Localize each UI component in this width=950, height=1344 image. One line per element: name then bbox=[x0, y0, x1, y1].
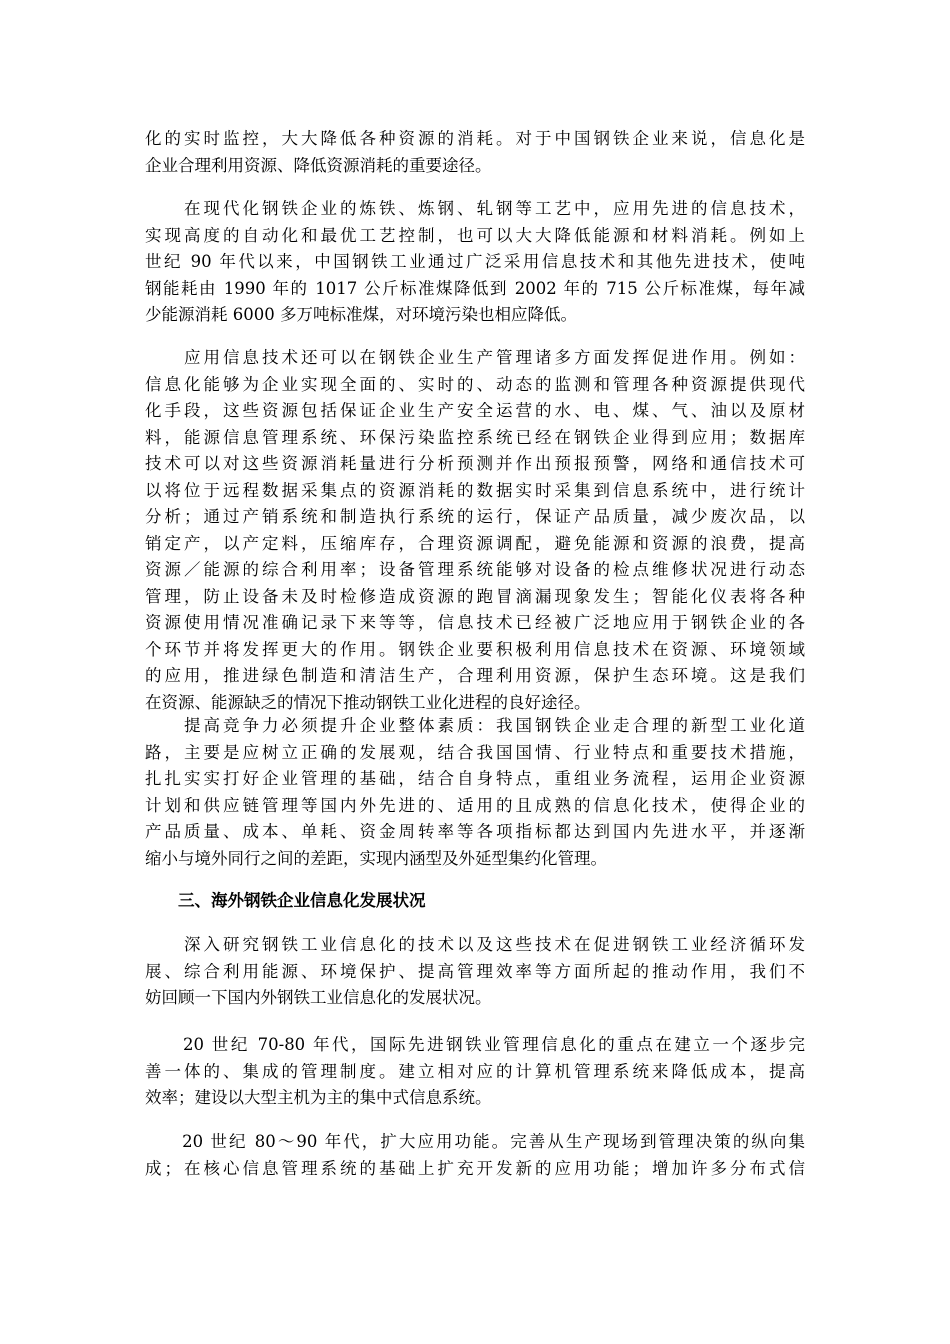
text-line: 少能源消耗 6000 多万吨标准煤，对环境污染也相应降低。 bbox=[145, 305, 577, 324]
text-line: 深入研究钢铁工业信息化的技术以及这些技术在促进钢铁工业经济循环发 bbox=[145, 935, 805, 954]
text-line: 化手段，这些资源包括保证企业生产安全运营的水、电、煤、气、油以及原材 bbox=[145, 401, 805, 420]
text-line: 化的实时监控，大大降低各种资源的消耗。对于中国钢铁企业来说，信息化是 bbox=[145, 129, 805, 148]
text-line: 技术可以对这些资源消耗量进行分析预测并作出预报预警，网络和通信技术可 bbox=[145, 454, 805, 473]
text-line: 扎扎实实打好企业管理的基础，结合自身特点，重组业务流程，运用企业资源 bbox=[145, 769, 805, 788]
text-line: 在资源、能源缺乏的情况下推动钢铁工业化进程的良好途径。 bbox=[145, 692, 591, 712]
text-line: 善一体的、集成的管理制度。建立相对应的计算机管理系统来降低成本，提高 bbox=[145, 1061, 805, 1081]
text-line: 应用信息技术还可以在钢铁企业生产管理诸多方面发挥促进作用。例如： bbox=[145, 348, 805, 367]
text-line: 效率；建设以大型主机为主的集中式信息系统。 bbox=[145, 1088, 492, 1107]
text-line: 信息化能够为企业实现全面的、实时的、动态的监测和管理各种资源提供现代 bbox=[145, 374, 805, 394]
text-line: 管理，防止设备未及时检修造成资源的跑冒滴漏现象发生；智能化仪表将各种 bbox=[145, 586, 805, 606]
text-line: 产品质量、成本、单耗、资金周转率等各项指标都达到国内先进水平，并逐渐 bbox=[145, 822, 805, 841]
paragraph-6 bbox=[145, 1032, 805, 1112]
text-line: 在现代化钢铁企业的炼铁、炼钢、轧钢等工艺中，应用先进的信息技术， bbox=[145, 199, 805, 218]
text-line: 企业合理利用资源、降低资源消耗的重要途径。 bbox=[145, 155, 492, 175]
paragraph-5 bbox=[145, 932, 805, 1012]
section-heading-text: 三、海外钢铁企业信息化发展状况 bbox=[145, 891, 426, 910]
text-line: 个环节并将发挥更大的作用。钢铁企业要积极利用信息技术在资源、环境领域 bbox=[145, 639, 805, 659]
text-line: 分析；通过产销系统和制造执行系统的运行，保证产品质量，减少废次品，以 bbox=[145, 507, 805, 526]
paragraph-7 bbox=[145, 1129, 805, 1182]
text-line: 的应用，推进绿色制造和清洁生产，合理利用资源，保护生态环境。这是我们 bbox=[145, 666, 805, 685]
text-line: 资源／能源的综合利用率；设备管理系统能够对设备的检点维修状况进行动态 bbox=[145, 560, 805, 579]
text-line: 20 世纪 70-80 年代，国际先进钢铁业管理信息化的重点在建立一个逐步完 bbox=[145, 1035, 805, 1054]
text-line: 世纪 90 年代以来，中国钢铁工业通过广泛采用信息技术和其他先进技术，使吨 bbox=[145, 252, 805, 271]
paragraph-3 bbox=[145, 345, 805, 716]
paragraph-1 bbox=[145, 126, 805, 179]
text-line: 销定产，以产定料，压缩库存，合理资源调配，避免能源和资源的浪费，提高 bbox=[145, 533, 805, 553]
text-line: 妨回顾一下国内外钢铁工业信息化的发展状况。 bbox=[145, 988, 492, 1007]
text-line: 缩小与境外同行之间的差距，实现内涵型及外延型集约化管理。 bbox=[145, 848, 607, 868]
text-line: 20 世纪 80～90 年代，扩大应用功能。完善从生产现场到管理决策的纵向集 bbox=[145, 1132, 805, 1151]
text-line: 钢能耗由 1990 年的 1017 公斤标准煤降低到 2002 年的 715 公斤标准煤，每年减 bbox=[145, 278, 805, 298]
text-line: 料，能源信息管理系统、环保污染监控系统已经在钢铁企业得到应用；数据库 bbox=[145, 427, 805, 447]
section-heading bbox=[145, 888, 805, 915]
text-line: 计划和供应链管理等国内外先进的、适用的且成熟的信息化技术，使得企业的 bbox=[145, 795, 805, 815]
text-line: 路，主要是应树立正确的发展观，结合我国国情、行业特点和重要技术措施， bbox=[145, 742, 805, 762]
text-line: 以将位于远程数据采集点的资源消耗的数据实时采集到信息系统中，进行统计 bbox=[145, 480, 805, 500]
text-line: 展、综合利用能源、环境保护、提高管理效率等方面所起的推动作用，我们不 bbox=[145, 961, 805, 981]
text-line: 实现高度的自动化和最优工艺控制，也可以大大降低能源和材料消耗。例如上 bbox=[145, 225, 805, 245]
text-line: 成；在核心信息管理系统的基础上扩充开发新的应用功能；增加许多分布式信 bbox=[145, 1158, 805, 1178]
paragraph-2 bbox=[145, 196, 805, 329]
text-line: 提高竞争力必须提升企业整体素质：我国钢铁企业走合理的新型工业化道 bbox=[145, 716, 805, 735]
paragraph-4 bbox=[145, 713, 805, 872]
text-line: 资源使用情况准确记录下来等等，信息技术已经被广泛地应用于钢铁企业的各 bbox=[145, 613, 805, 632]
